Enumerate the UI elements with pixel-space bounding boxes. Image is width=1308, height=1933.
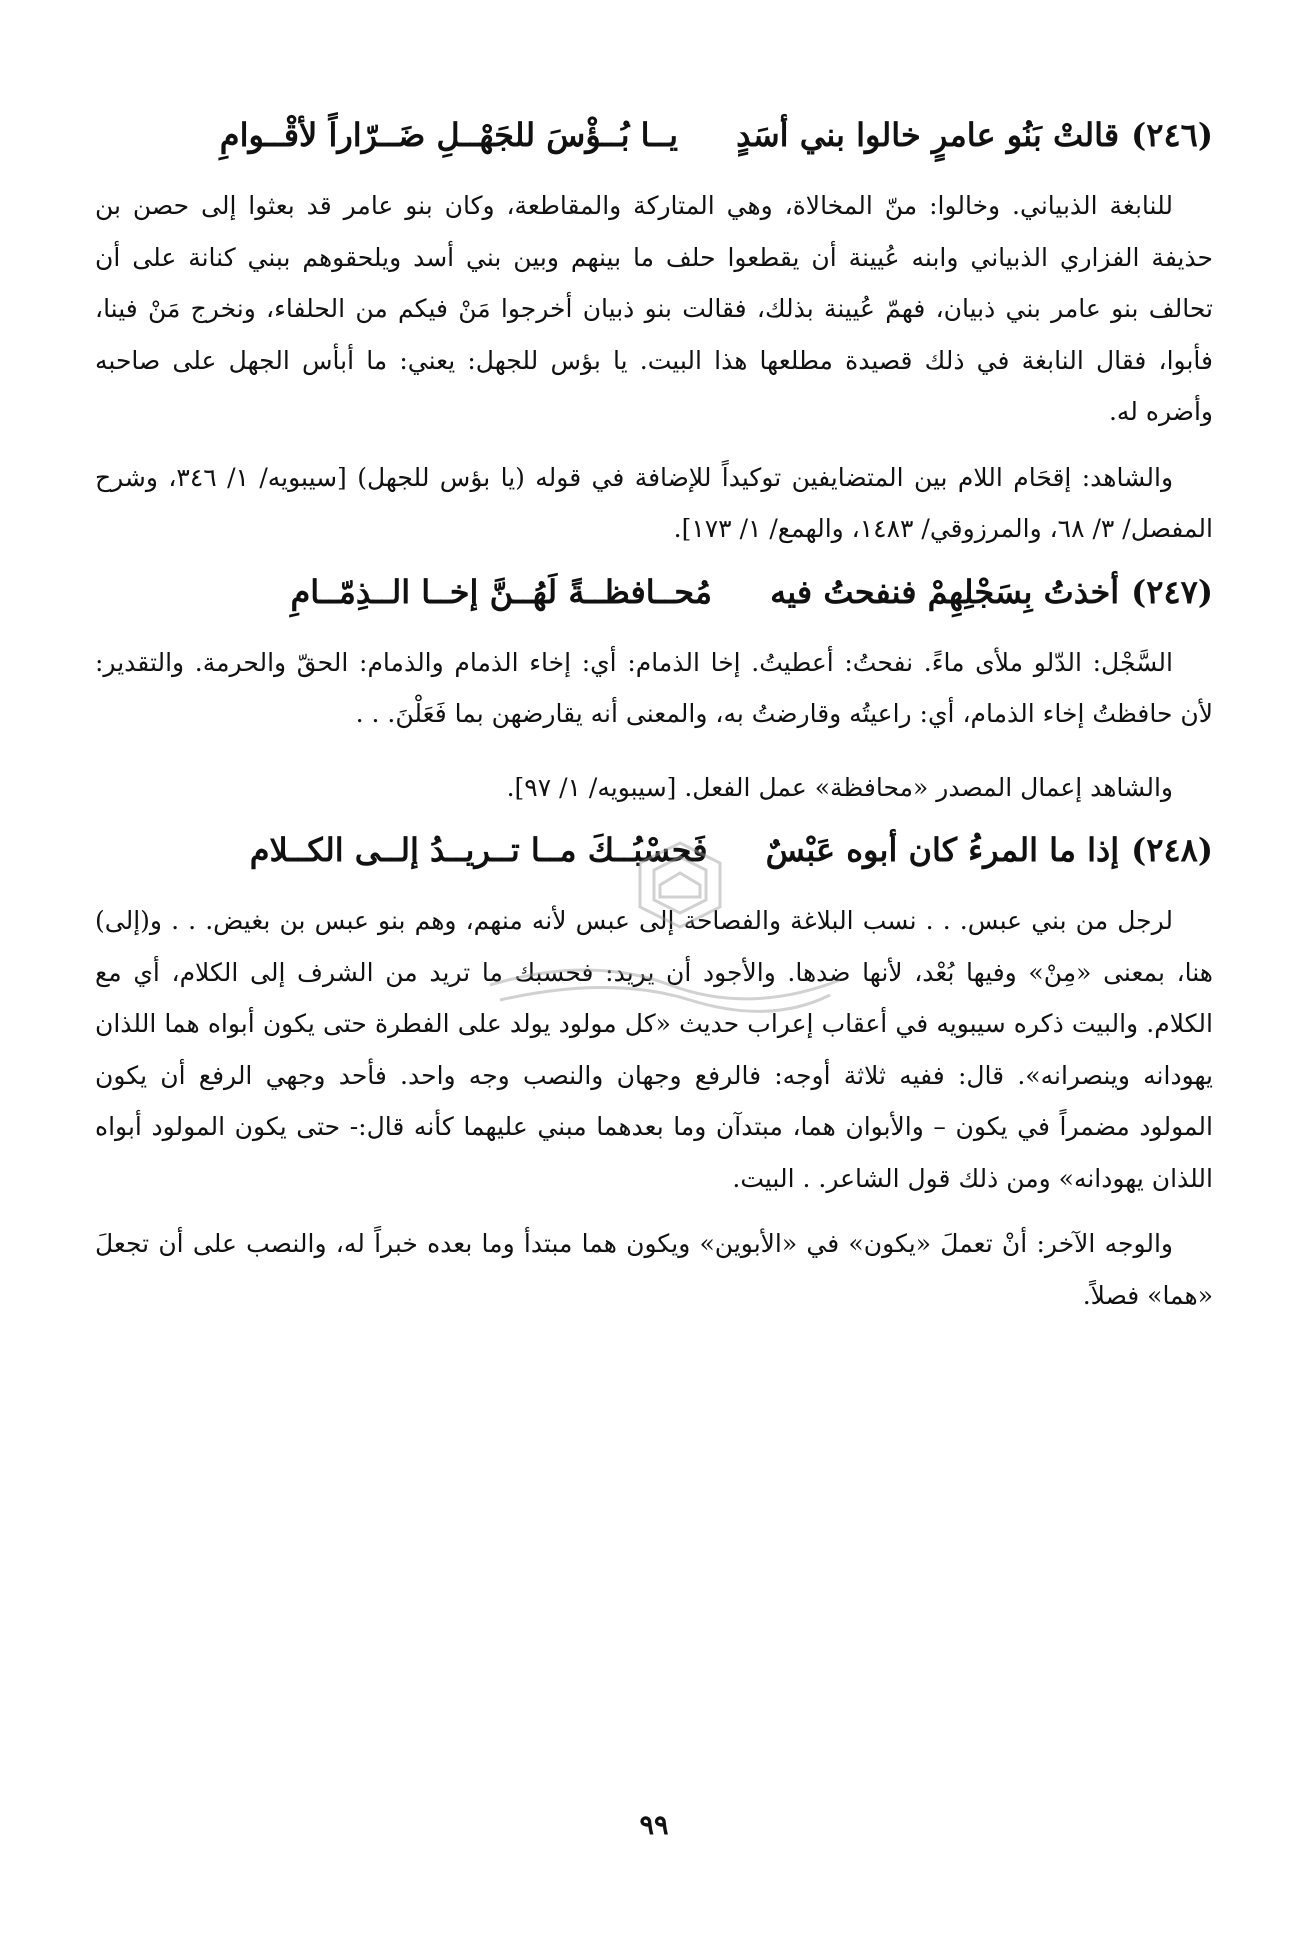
- verse-hemistich-second: مُحــافظــةً لَهُــنَّ إخــا الــذِمّــامِ: [290, 572, 713, 611]
- verse-246: [95, 112, 1213, 158]
- verse-247: [95, 569, 1213, 615]
- verse-248-explanation: لرجل من بني عبس. . . نسب البلاغة والفصاحة إلى عبس لأنه منهم، وهم بنو عبس بن بغيض. . . و(إلى) هنا، بمعنى «مِنْ» وفيها بُعْد، لأنها ضدها. والأجود أن يريد: فحسبك ما تريد من الشرف إلى الكلام، أي مع الكلام. والبيت ذكره سيبويه في أعقاب إعراب حديث «كل مولود يولد على الفطرة حتى يكون أبواه هما اللذان يهودانه وينصرانه». قال: ففيه ثلاثة أوجه: فالرفع وجهان والنصب وجه واحد. فأحد وجهي الرفع أن يكون المولود مضمراً في يكون – والأبوان هما، مبتدآن وما بعدهما مبني عليهما كأنه قال:- حتى يكون المولود أبواه اللذان يهودانه» ومن ذلك قول الشاعر. . البيت.: [95, 906, 1213, 1193]
- verse-hemistich-first: قالتْ بَنُو عامرٍ خالوا بني أسَدٍ: [736, 116, 1120, 154]
- verse-246-explanation: للنابغة الذبياني. وخالوا: منّ المخالاة، وهي المتاركة والمقاطعة، وكان بنو عامر قد بعثوا إلى حصن بن حذيفة الفزاري الذبياني وابنه عُيينة أن يقطعوا حلف ما بينهم وبين بني أسد ويلحقوهم ببني كنانة على أن تحالف بنو عامر بني ذبيان، فهمّ عُيينة بذلك، فقالت بنو ذبيان أخرجوا مَنْ فيكم من الحلفاء، ونخرج مَنْ فينا، فأبوا، فقال النابغة في ذلك قصيدة مطلعها هذا البيت. يا بؤس للجهل: يعني: ما أبأس الجهل على صاحبه وأضره له.: [95, 191, 1213, 426]
- verse-247-explanation: السَّجْل: الدّلو ملأى ماءً. نفحتُ: أعطيتُ. إخا الذمام: أي: إخاء الذمام والذمام: الحقّ والحرمة. والتقدير: لأن حافظتُ إخاء الذمام، أي: راعيتُه وقارضتُ به، والمعنى أنه يقارضهن بما فَعَلْنَ. . .: [95, 647, 1213, 728]
- verse-hemistich-second: فَحسْبُــكَ مــا تــريــدُ إلــى الكــلام: [249, 831, 708, 869]
- verse-hemistich-first: أخذتُ بِسَجْلِهِمْ فنفحتُ فيه: [770, 572, 1120, 611]
- verse-number: (٢٤٨): [1131, 831, 1213, 869]
- verse-247-shahid: والشاهد إعمال المصدر «محافظة» عمل الفعل. [سيبويه/ ١/ ٩٧].: [506, 772, 1173, 802]
- verse-hemistich-first: إذا ما المرءُ كان أبوه عَبْسٌ: [765, 831, 1120, 869]
- verse-246-shahid: والشاهد: إقحَام اللام بين المتضايفين توكيداً للإضافة في قوله (يا بؤس للجهل) [سيبويه/ ١/ ٣٤٦، وشرح المفصل/ ٣/ ٦٨، والمرزوقي/ ١٤٨٣، والهمع/ ١/ ١٧٣].: [95, 462, 1213, 543]
- verse-number: (٢٤٧): [1131, 572, 1213, 611]
- verse-number: (٢٤٦): [1131, 116, 1213, 154]
- page-content: [95, 112, 1213, 1321]
- library-seal-icon: [470, 835, 850, 1035]
- page-number: ٩٩: [639, 1810, 669, 1841]
- verse-248-other-wajh: والوجه الآخر: أنْ تعملَ «يكون» في «الأبوين» ويكون هما مبتدأ وما بعده خبراً له، والنصب على أن تجعلَ «هما» فصلاً.: [95, 1229, 1213, 1310]
- verse-hemistich-second: يــا بُــؤْسَ للجَهْــلِ ضَــرّاراً لأقْــوامِ: [219, 116, 679, 154]
